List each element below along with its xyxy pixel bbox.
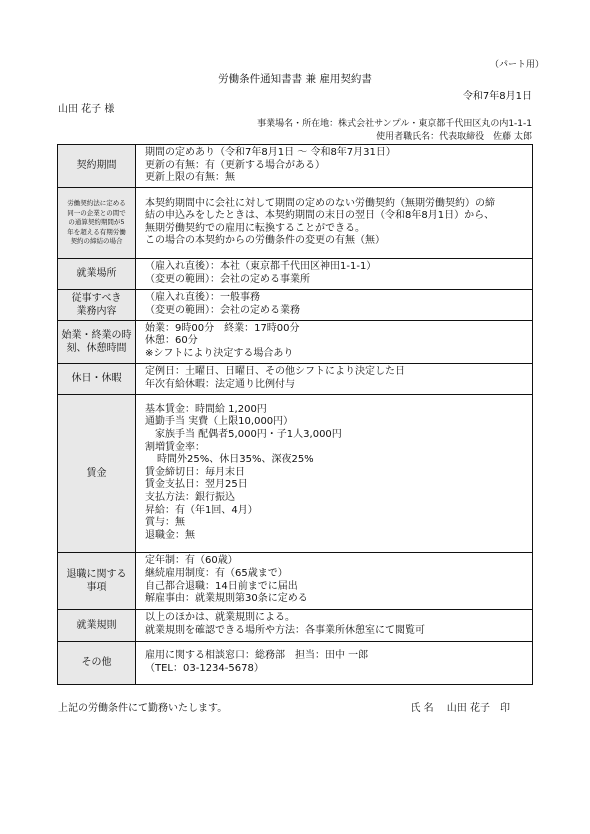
hours-line: 始業：9時00分 終業：17時00分: [145, 322, 300, 334]
row-wages: [58, 394, 533, 552]
other-line: 雇用に関する相談窓口：総務部 担当：田中 一郎: [145, 649, 369, 661]
wages-line: 昇給：有（年1回、4月）: [145, 504, 258, 516]
label-line: 契約の締結の場合: [70, 237, 123, 246]
wages-line: 退職金：無: [145, 529, 195, 541]
other-line: （TEL：03-1234-5678）: [145, 662, 264, 674]
wages-line: 時間外25%、休日35%、深夜25%: [157, 454, 314, 466]
contract-line: 更新の有無：有（更新する場合がある）: [145, 159, 325, 171]
wages-line: 割増賃金率：: [145, 441, 205, 453]
wages-line: 賞与：無: [145, 517, 185, 529]
label-line: 退職に関する: [66, 568, 127, 580]
label-line: 刻、休憩時間: [66, 342, 127, 354]
duties-line: （変更の範囲）：会社の定める業務: [145, 304, 300, 316]
label-line: 業務内容: [76, 305, 117, 317]
row-duties: [58, 289, 533, 320]
label-other: その他: [58, 641, 136, 684]
label-line: 事項: [86, 581, 107, 593]
conversion-line: 本契約期間中に会社に対して期間の定めのない労働契約（無期労働契約）の締: [145, 197, 495, 209]
value-working-hours: [136, 320, 533, 363]
row-working-hours: [58, 320, 533, 363]
row-workplace: [58, 258, 533, 289]
row-holidays: [58, 363, 533, 394]
value-other: [136, 641, 533, 684]
workplace-address: 事業場名・所在地：株式会社サンプル・東京都千代田区丸の内1-1-1: [257, 119, 532, 129]
value-work-rules: [136, 609, 533, 641]
rules-line: 就業規則を確認できる場所や方法：各事業所休憩室にて閲覧可: [145, 625, 425, 637]
retirement-line: 自己都合退職：14日前までに届出: [145, 580, 298, 592]
workplace-line: （変更の範囲）：会社の定める事業所: [145, 273, 310, 285]
label-wages: 賃金: [58, 394, 136, 552]
row-indefinite-conversion: [58, 187, 533, 258]
label-workplace: 就業場所: [58, 258, 136, 289]
hours-line: ※シフトにより決定する場合あり: [145, 347, 294, 359]
holidays-line: 年次有給休暇：法定通り比例付与: [145, 378, 295, 390]
label-retirement: [58, 552, 136, 609]
row-retirement: [58, 552, 533, 609]
worker-name: 山田 花子 様: [58, 104, 115, 115]
document-title: 労働条件通知書書 兼 雇用契約書: [218, 73, 372, 85]
hours-line: 休憩：60分: [145, 335, 198, 347]
value-wages: [136, 394, 533, 552]
label-line: の通算契約期間が5: [68, 218, 125, 227]
conditions-table: [57, 144, 533, 685]
conversion-line: 結の申込みをしたときは、本契約期間の末日の翌日（令和8年8月1日）から、: [145, 210, 495, 222]
wages-line: 賃金支払日：翌月25日: [145, 479, 248, 491]
agreement-statement: 上記の労働条件にて勤務いたします。: [58, 703, 228, 714]
wages-line: 支払方法：銀行振込: [145, 491, 235, 503]
duties-line: （雇入れ直後）：一般事務: [145, 292, 260, 304]
value-workplace: [136, 258, 533, 289]
label-working-hours: [58, 320, 136, 363]
label-duties: [58, 289, 136, 320]
label-line: 従事すべき: [71, 292, 122, 304]
conversion-line: 無期労働契約での雇用に転換することができる。: [145, 222, 365, 234]
wages-line: 通勤手当 実費（上限10,000円）: [145, 416, 294, 428]
value-indefinite-conversion: [136, 187, 533, 258]
document-variant-label: （パート用）: [489, 60, 544, 70]
label-indefinite-conversion: [58, 187, 136, 258]
label-contract-period: 契約期間: [58, 145, 136, 188]
retirement-line: 定年制：有（60歳）: [145, 555, 238, 567]
label-line: 始業・終業の時: [61, 329, 132, 341]
value-holidays: [136, 363, 533, 394]
contract-line: 期間の定めあり（令和7年8月1日 ～ 令和8年7月31日）: [145, 147, 396, 158]
wages-line: 基本賃金：時間給 1,200円: [145, 403, 267, 415]
conversion-line: この場合の本契約からの労働条件の変更の有無（無）: [145, 235, 385, 247]
value-contract-period: [136, 145, 533, 188]
label-holidays: 休日・休暇: [58, 363, 136, 394]
label-line: 労働契約法に定める: [67, 199, 126, 208]
employer-name: 使用者職氏名：代表取締役 佐藤 太郎: [376, 132, 532, 142]
retirement-line: 解雇事由：就業規則第30条に定める: [145, 593, 308, 605]
signature-line: 氏 名 山田 花子 印: [410, 703, 510, 714]
wages-line: 家族手当 配偶者5,000円・子1人3,000円: [155, 428, 342, 440]
rules-line: 以上のほかは、就業規則による。: [145, 612, 295, 624]
row-contract-period: [58, 145, 533, 188]
label-line: 年を超える有期労働: [67, 227, 126, 236]
value-duties: [136, 289, 533, 320]
label-line: 同一の企業との間で: [67, 208, 126, 217]
holidays-line: 定例日：土曜日、日曜日、その他シフトにより決定した日: [145, 365, 405, 377]
retirement-line: 継続雇用制度：有（65歳まで）: [145, 567, 288, 579]
row-work-rules: [58, 609, 533, 641]
value-retirement: [136, 552, 533, 609]
row-other: [58, 641, 533, 684]
label-work-rules: 就業規則: [58, 609, 136, 641]
issue-date: 令和7年8月1日: [462, 91, 532, 102]
contract-line: 更新上限の有無：無: [145, 172, 235, 184]
wages-line: 賃金締切日：毎月末日: [145, 466, 245, 478]
workplace-line: （雇入れ直後）：本社（東京都千代田区神田1-1-1）: [145, 261, 377, 273]
